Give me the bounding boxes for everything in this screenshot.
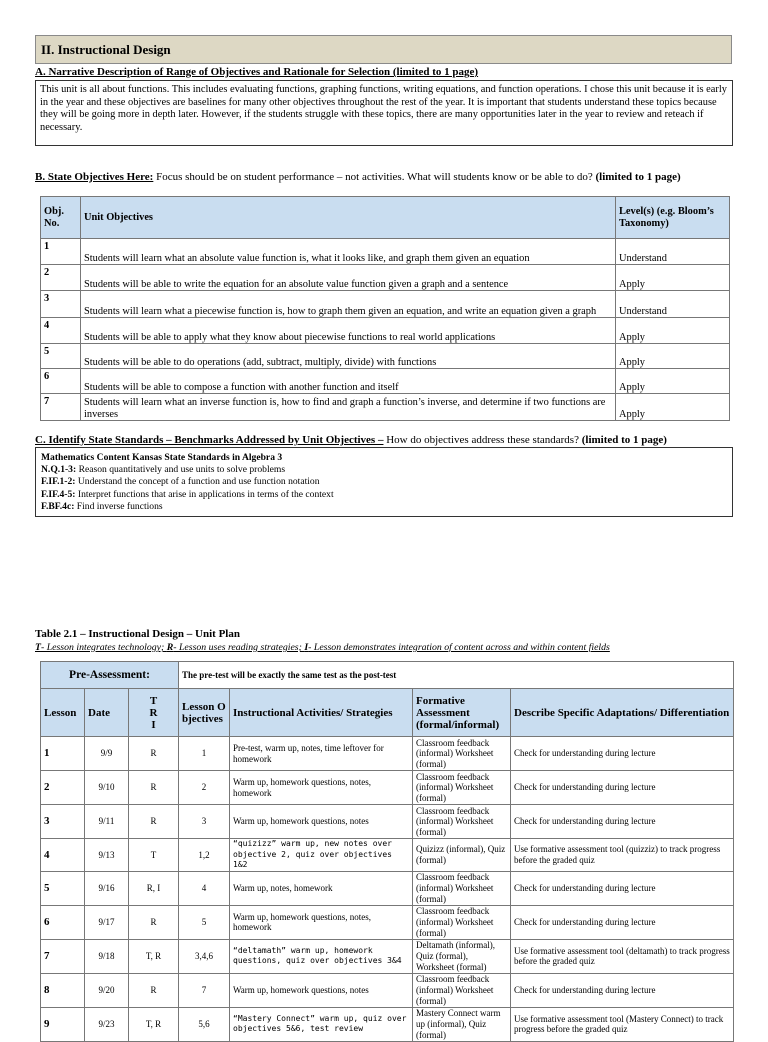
- objective-text: Students will be able to apply what they know about piecewise functions to real world applications: [81, 318, 616, 344]
- lesson-tri: R: [129, 973, 179, 1007]
- legend-r-text: - Lesson uses reading strategies;: [173, 642, 305, 653]
- standard-text: Understand the concept of a function and use function notation: [75, 476, 320, 488]
- lesson-tri: T, R: [129, 1007, 179, 1041]
- lesson-objectives: 5: [179, 905, 230, 939]
- narrative-box: This unit is all about functions. This includes evaluating functions, graphing functions, writing equations, and function operations. I chose this unit because it is early in the year and these objectives are baselines for many other objectives throughout the rest of the year. It is important that students understand these topics because they will be going more in depth later. However, if the students struggle with these topics, there are many opportunities later in the year to review and reteach if necessary.: [35, 80, 733, 146]
- table-row: [41, 871, 734, 905]
- lesson-formative: Classroom feedback (informal) Worksheet (formal): [413, 973, 511, 1007]
- lesson-activities: “deltamath” warm up, homework questions, quiz over objectives 3&4: [230, 939, 413, 973]
- table-row: [41, 265, 730, 291]
- table-row: [41, 805, 734, 839]
- lesson-formative: Mastery Connect warm up (informal), Quiz (formal): [413, 1007, 511, 1041]
- table-row: [41, 737, 734, 771]
- lesson-adaptations: Check for understanding during lecture: [511, 871, 734, 905]
- objective-number: 3: [41, 291, 81, 318]
- col-lesson-objectives: Lesson Objectives: [179, 689, 230, 737]
- lesson-tri: R: [129, 771, 179, 805]
- objective-number: 4: [41, 318, 81, 344]
- lesson-activities: Warm up, homework questions, notes: [230, 805, 413, 839]
- table-row: [41, 318, 730, 344]
- col-obj-no: Obj. No.: [41, 197, 81, 239]
- lesson-number: 3: [41, 805, 85, 839]
- part-c-heading-limit: (limited to 1 page): [581, 434, 667, 446]
- standard-text: Reason quantitatively and use units to solve problems: [76, 464, 286, 476]
- lesson-objectives: 4: [179, 871, 230, 905]
- lesson-objectives: 3: [179, 805, 230, 839]
- lesson-objectives: 5,6: [179, 1007, 230, 1041]
- col-formative: Formative Assessment (formal/informal): [413, 689, 511, 737]
- lesson-formative: Quizizz (informal), Quiz (formal): [413, 839, 511, 872]
- objective-text: Students will learn what an inverse function is, how to find and graph a function’s inverse, and determine if two functions are inverses: [81, 394, 616, 421]
- objective-number: 1: [41, 239, 81, 265]
- lesson-number: 7: [41, 939, 85, 973]
- col-activities: Instructional Activities/ Strategies: [230, 689, 413, 737]
- lesson-activities: Warm up, notes, homework: [230, 871, 413, 905]
- legend-t-text: - Lesson integrates technology;: [40, 642, 167, 653]
- lesson-date: 9/20: [85, 973, 129, 1007]
- objective-level: Understand: [616, 291, 730, 318]
- part-a-heading: A. Narrative Description of Range of Objectives and Rationale for Selection (limited to 1 page): [35, 66, 479, 78]
- section-title: II. Instructional Design: [35, 35, 732, 64]
- standard-item: [41, 464, 727, 476]
- lesson-date: 9/23: [85, 1007, 129, 1041]
- table-row: [41, 344, 730, 369]
- lesson-adaptations: Use formative assessment tool (deltamath) to track progress before the graded quiz: [511, 939, 734, 973]
- lesson-formative: Classroom feedback (informal) Worksheet (formal): [413, 805, 511, 839]
- col-adaptations: Describe Specific Adaptations/ Differentiation: [511, 689, 734, 737]
- table-row: [41, 1007, 734, 1041]
- lesson-formative: Classroom feedback (informal) Worksheet (formal): [413, 905, 511, 939]
- lesson-activities: Pre-test, warm up, notes, time leftover for homework: [230, 737, 413, 771]
- lesson-number: 6: [41, 905, 85, 939]
- objective-text: Students will learn what an absolute value function is, what it looks like, and graph them given an equation: [81, 239, 616, 265]
- lesson-date: 9/16: [85, 871, 129, 905]
- objective-number: 6: [41, 369, 81, 394]
- standard-code: F.IF.4-5:: [41, 488, 76, 500]
- table-row: [41, 394, 730, 421]
- standards-title: Mathematics Content Kansas State Standards in Algebra 3: [41, 452, 283, 463]
- legend-t: T: [35, 642, 41, 653]
- objective-text: Students will be able to do operations (add, subtract, multiply, divide) with functions: [81, 344, 616, 369]
- legend-i: I: [304, 642, 309, 653]
- part-b-heading-limit: (limited to 1 page): [595, 171, 681, 183]
- lesson-adaptations: Use formative assessment tool (quizziz) to track progress before the graded quiz: [511, 839, 734, 872]
- objective-text: Students will be able to compose a function with another function and itself: [81, 369, 616, 394]
- part-c-heading: [35, 434, 755, 446]
- pre-assessment-text: The pre-test will be exactly the same test as the post-test: [179, 662, 734, 689]
- lesson-formative: Deltamath (informal), Quiz (formal), Worksheet (formal): [413, 939, 511, 973]
- lesson-formative: Classroom feedback (informal) Worksheet (formal): [413, 871, 511, 905]
- objective-number: 7: [41, 394, 81, 421]
- legend-i-text: - Lesson demonstrates integration of content across and within content fields: [308, 642, 610, 653]
- standard-code: F.BF.4c:: [41, 500, 75, 512]
- objective-text: Students will learn what a piecewise function is, how to graph them given an equation, and write an equation given a graph: [81, 291, 616, 318]
- lesson-date: 9/18: [85, 939, 129, 973]
- lesson-adaptations: Check for understanding during lecture: [511, 973, 734, 1007]
- table-row: [41, 771, 734, 805]
- objective-number: 2: [41, 265, 81, 291]
- lesson-date: 9/9: [85, 737, 129, 771]
- table-title: Table 2.1 – Instructional Design – Unit Plan: [35, 628, 240, 640]
- lesson-activities: Warm up, homework questions, notes, homework: [230, 905, 413, 939]
- lesson-tri: R: [129, 805, 179, 839]
- standard-code: N.Q.1-3:: [41, 464, 77, 476]
- lesson-number: 4: [41, 839, 85, 872]
- lesson-number: 8: [41, 973, 85, 1007]
- lesson-objectives: 3,4,6: [179, 939, 230, 973]
- objective-level: Apply: [616, 394, 730, 421]
- lesson-date: 9/11: [85, 805, 129, 839]
- table-row: [41, 973, 734, 1007]
- lesson-objectives: 1: [179, 737, 230, 771]
- part-b-heading: [35, 171, 755, 183]
- table-row: [41, 239, 730, 265]
- col-date: Date: [85, 689, 129, 737]
- pre-assessment-label: Pre-Assessment:: [41, 662, 179, 689]
- lesson-formative: Classroom feedback (informal) Worksheet (formal): [413, 737, 511, 771]
- table-row: [41, 939, 734, 973]
- standard-text: Find inverse functions: [74, 500, 163, 512]
- lesson-objectives: 1,2: [179, 839, 230, 872]
- lesson-adaptations: Check for understanding during lecture: [511, 737, 734, 771]
- standard-text: Interpret functions that arise in applications in terms of the context: [75, 488, 334, 500]
- objective-level: Apply: [616, 318, 730, 344]
- lesson-adaptations: Check for understanding during lecture: [511, 905, 734, 939]
- lesson-activities: “Mastery Connect” warm up, quiz over objectives 5&6, test review: [230, 1007, 413, 1041]
- part-b-heading-text: Focus should be on student performance – not activities. What will students know or be able to do?: [153, 171, 596, 183]
- lesson-number: 2: [41, 771, 85, 805]
- col-unit-objectives: Unit Objectives: [81, 197, 616, 239]
- table-legend: [35, 642, 610, 653]
- objective-level: Apply: [616, 369, 730, 394]
- standard-item: [41, 476, 727, 488]
- part-c-heading-text: How do objectives address these standards?: [383, 434, 582, 446]
- standard-item: [41, 489, 727, 501]
- lesson-tri: R, I: [129, 871, 179, 905]
- table-row: [41, 839, 734, 872]
- lesson-objectives: 2: [179, 771, 230, 805]
- lesson-date: 9/10: [85, 771, 129, 805]
- lesson-tri: T, R: [129, 939, 179, 973]
- lesson-activities: Warm up, homework questions, notes: [230, 973, 413, 1007]
- legend-r: R: [166, 642, 174, 653]
- standard-code: F.IF.1-2:: [41, 476, 76, 488]
- lesson-number: 1: [41, 737, 85, 771]
- lesson-date: 9/17: [85, 905, 129, 939]
- lesson-adaptations: Check for understanding during lecture: [511, 805, 734, 839]
- objective-level: Apply: [616, 265, 730, 291]
- table-row: [41, 369, 730, 394]
- objective-number: 5: [41, 344, 81, 369]
- part-b-heading-label: B. State Objectives Here:: [35, 171, 154, 183]
- lesson-number: 5: [41, 871, 85, 905]
- table-row: [41, 291, 730, 318]
- lesson-number: 9: [41, 1007, 85, 1041]
- standards-box: [35, 447, 733, 517]
- standard-item: [41, 501, 727, 513]
- col-lesson: Lesson: [41, 689, 85, 737]
- part-c-heading-label: C. Identify State Standards – Benchmarks Addressed by Unit Objectives –: [35, 434, 384, 446]
- table-row: [41, 905, 734, 939]
- objective-text: Students will be able to write the equation for an absolute value function given a graph and a sentence: [81, 265, 616, 291]
- lesson-adaptations: Check for understanding during lecture: [511, 771, 734, 805]
- objective-level: Understand: [616, 239, 730, 265]
- lesson-tri: T: [129, 839, 179, 872]
- lesson-objectives: 7: [179, 973, 230, 1007]
- objectives-table: [40, 196, 730, 421]
- col-tri: T R I: [129, 689, 179, 737]
- lesson-formative: Classroom feedback (informal) Worksheet (formal): [413, 771, 511, 805]
- unit-plan-table: [40, 661, 734, 1042]
- lesson-adaptations: Use formative assessment tool (Mastery Connect) to track progress before the graded quiz: [511, 1007, 734, 1041]
- lesson-activities: “quizizz” warm up, new notes over objective 2, quiz over objectives 1&2: [230, 839, 413, 872]
- lesson-date: 9/13: [85, 839, 129, 872]
- lesson-tri: R: [129, 905, 179, 939]
- col-level: Level(s) (e.g. Bloom’s Taxonomy): [616, 197, 730, 239]
- lesson-tri: R: [129, 737, 179, 771]
- lesson-activities: Warm up, homework questions, notes, homework: [230, 771, 413, 805]
- objective-level: Apply: [616, 344, 730, 369]
